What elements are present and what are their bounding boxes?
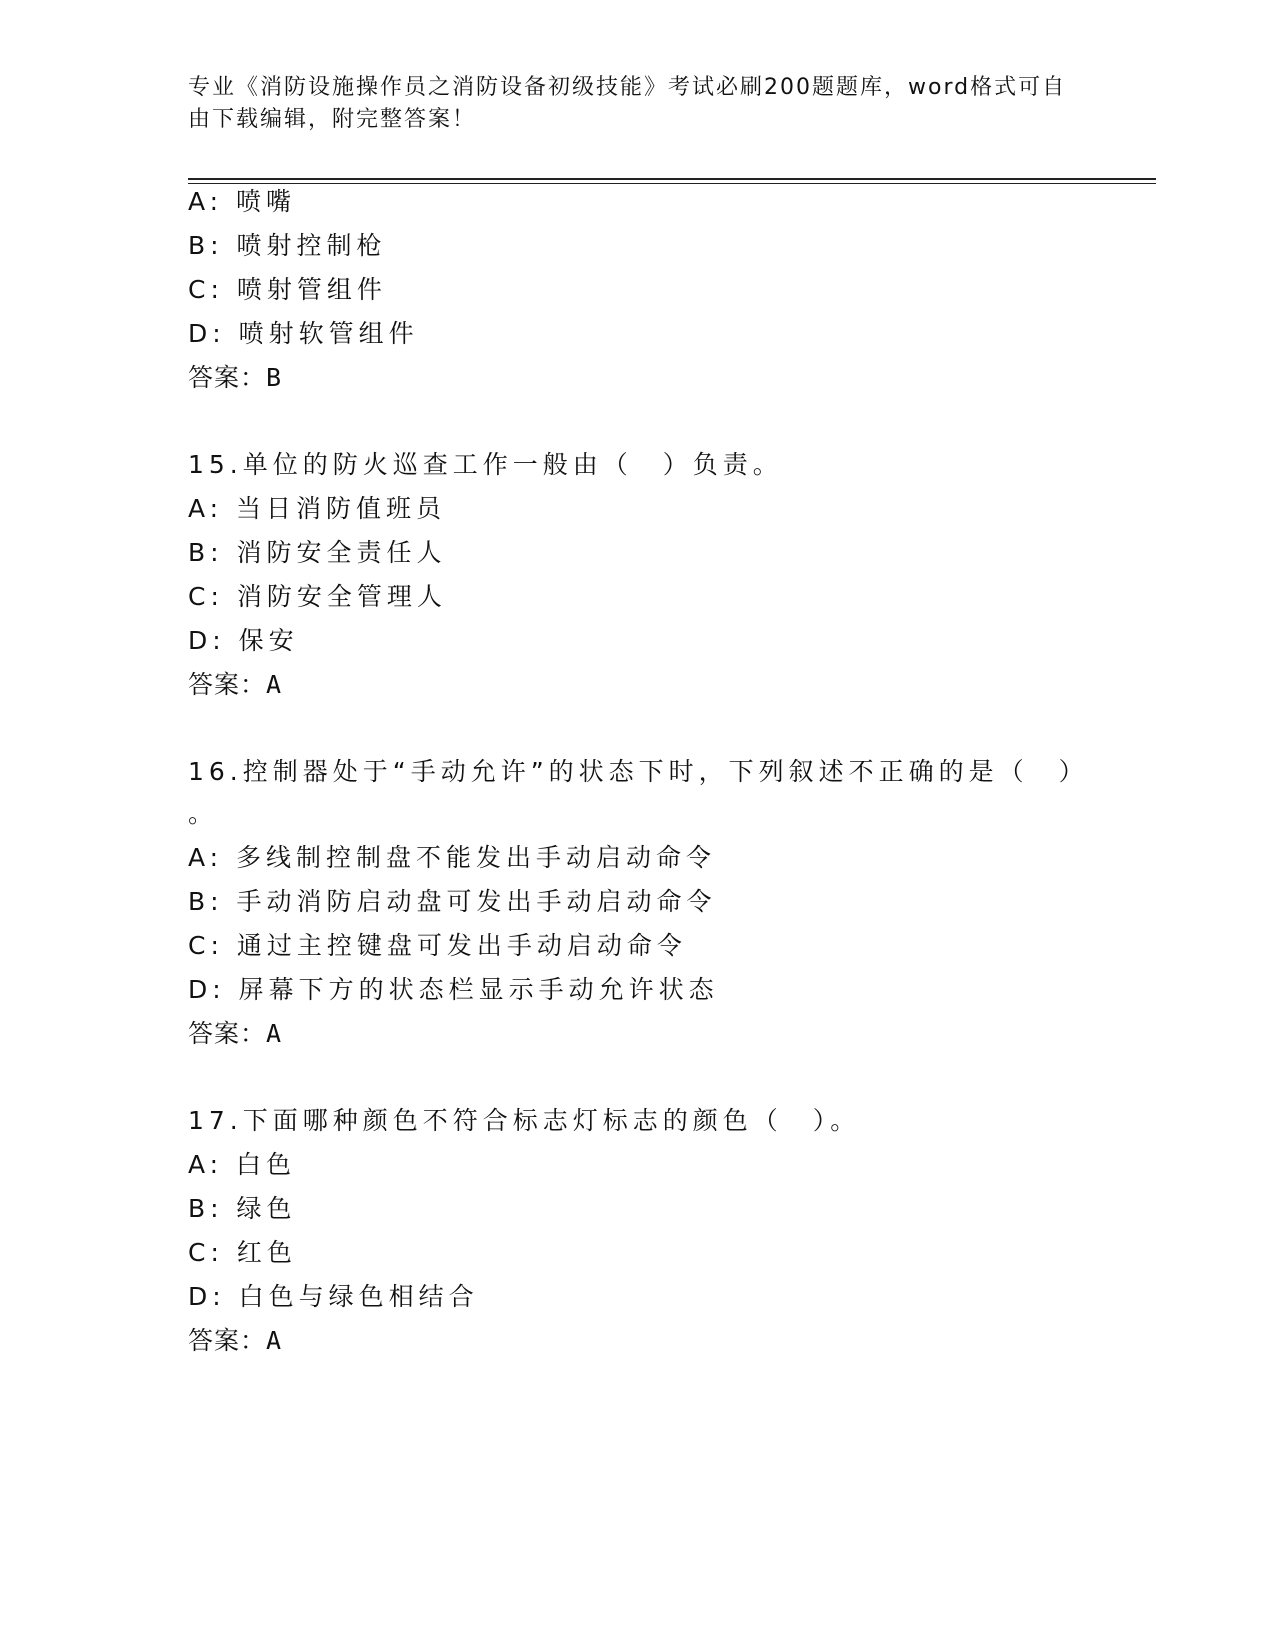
option-text: 通过主控键盘可发出手动启动命令 — [236, 931, 687, 960]
header-divider-thin — [188, 183, 1156, 184]
option-letter: C: — [188, 931, 224, 960]
option-letter: D: — [188, 626, 226, 655]
option-text: 喷嘴 — [236, 187, 297, 216]
option-letter: C: — [188, 582, 224, 611]
option-letter: A: — [188, 1150, 224, 1179]
option-letter: D: — [188, 1282, 226, 1311]
option-text: 当日消防值班员 — [236, 494, 447, 523]
option-c — [188, 931, 687, 961]
option-letter: A: — [188, 494, 224, 523]
answer-value: A — [266, 1326, 283, 1355]
option-text: 喷射软管组件 — [238, 319, 419, 348]
option-text: 多线制控制盘不能发出手动启动命令 — [236, 843, 717, 872]
option-letter: B: — [188, 887, 224, 916]
answer-label: 答案： — [188, 1326, 267, 1355]
option-c — [188, 275, 387, 305]
option-text: 喷射控制枪 — [236, 231, 387, 260]
answer-value: A — [266, 670, 283, 699]
answer-line — [188, 1326, 282, 1356]
header-divider-thick — [188, 178, 1156, 180]
option-text: 红色 — [236, 1238, 297, 1267]
option-d — [188, 1282, 479, 1312]
option-letter: C: — [188, 1238, 224, 1267]
answer-label: 答案： — [188, 1019, 267, 1048]
option-letter: C: — [188, 275, 224, 304]
question-stem: 15.单位的防火巡查工作一般由（ ）负责。 — [188, 450, 783, 479]
option-text: 喷射管组件 — [236, 275, 387, 304]
option-letter: D: — [188, 975, 226, 1004]
answer-value: B — [266, 363, 283, 392]
option-text: 保安 — [238, 626, 299, 655]
option-b — [188, 1194, 297, 1224]
option-text: 白色与绿色相结合 — [238, 1282, 479, 1311]
option-d — [188, 975, 719, 1005]
option-b — [188, 887, 717, 917]
option-text: 屏幕下方的状态栏显示手动允许状态 — [238, 975, 719, 1004]
option-b — [188, 538, 447, 568]
option-a — [188, 187, 296, 217]
question-stem: 16.控制器处于“手动允许”的状态下时，下列叙述不正确的是（ ） — [188, 757, 1089, 786]
option-d — [188, 319, 419, 349]
question-stem: 17.下面哪种颜色不符合标志灯标志的颜色（ ）。 — [188, 1106, 861, 1135]
option-text: 白色 — [236, 1150, 297, 1179]
option-letter: A: — [188, 843, 224, 872]
option-d — [188, 626, 299, 656]
question-stem-continuation: 。 — [188, 799, 219, 828]
option-letter: D: — [188, 319, 226, 348]
option-text: 消防安全责任人 — [236, 538, 447, 567]
answer-value: A — [266, 1019, 283, 1048]
option-text: 手动消防启动盘可发出手动启动命令 — [236, 887, 717, 916]
document-header: 专业《消防设施操作员之消防设备初级技能》考试必刷200题题库，word格式可自由下载编辑，附完整答案！ — [188, 75, 1067, 132]
option-a — [188, 494, 446, 524]
option-a — [188, 1150, 296, 1180]
answer-label: 答案： — [188, 363, 267, 392]
option-letter: B: — [188, 1194, 224, 1223]
option-text: 绿色 — [236, 1194, 297, 1223]
option-letter: A: — [188, 187, 224, 216]
answer-line — [188, 670, 282, 700]
option-letter: B: — [188, 231, 224, 260]
option-a — [188, 843, 716, 873]
option-c — [188, 582, 447, 612]
answer-label: 答案： — [188, 670, 267, 699]
answer-line — [188, 363, 282, 393]
option-text: 消防安全管理人 — [236, 582, 447, 611]
option-c — [188, 1238, 297, 1268]
option-letter: B: — [188, 538, 224, 567]
option-b — [188, 231, 387, 261]
answer-line — [188, 1019, 282, 1049]
